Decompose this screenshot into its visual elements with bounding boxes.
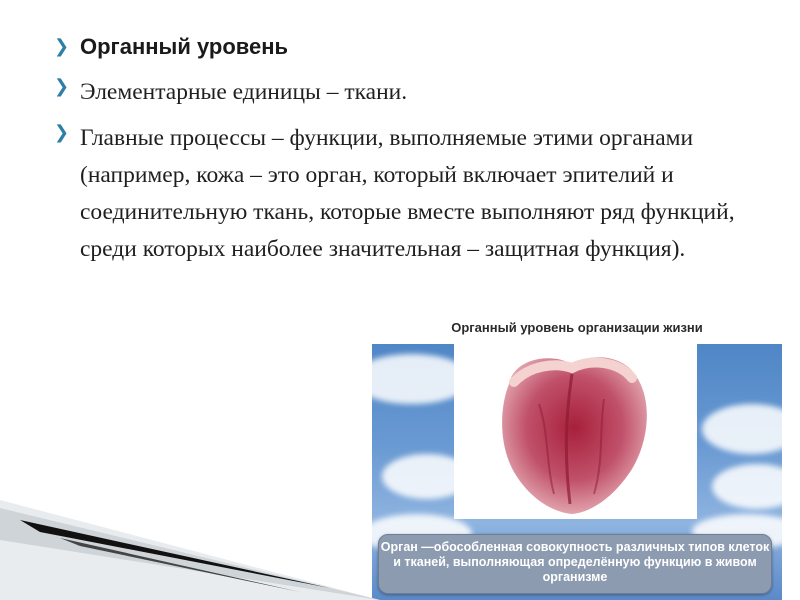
sky-background bbox=[372, 344, 782, 600]
organ-definition-caption: Орган —обособленная совокупность различных типов клеток и тканей, выполняющая определённую функцию в живом организме bbox=[378, 534, 772, 594]
bullet-list bbox=[50, 34, 750, 268]
bullet-text: Элементарные единицы – ткани. bbox=[80, 79, 408, 105]
bullet-marker-icon: ❯ bbox=[54, 76, 70, 97]
bullet-marker-icon: ❯ bbox=[54, 122, 70, 143]
figure-title: Органный уровень организации жизни bbox=[451, 320, 703, 335]
heart-icon bbox=[454, 344, 697, 519]
bullet-text: Главные процессы – функции, выполняемые этими органами (например, кожа – это орган, который включает эпителий и соединительную ткань, которые вместе выполняют ряд функций, среди которых наиболее значительная – защитная функция). bbox=[80, 125, 735, 262]
organ-level-figure bbox=[372, 312, 782, 600]
heart-photo bbox=[454, 344, 697, 519]
bullet-item bbox=[50, 74, 750, 111]
slide-heading: Органный уровень bbox=[80, 34, 289, 59]
decorative-stripes bbox=[0, 480, 380, 600]
bullet-item bbox=[50, 34, 750, 60]
bullet-item bbox=[50, 120, 750, 268]
bullet-marker-icon: ❯ bbox=[54, 36, 70, 57]
